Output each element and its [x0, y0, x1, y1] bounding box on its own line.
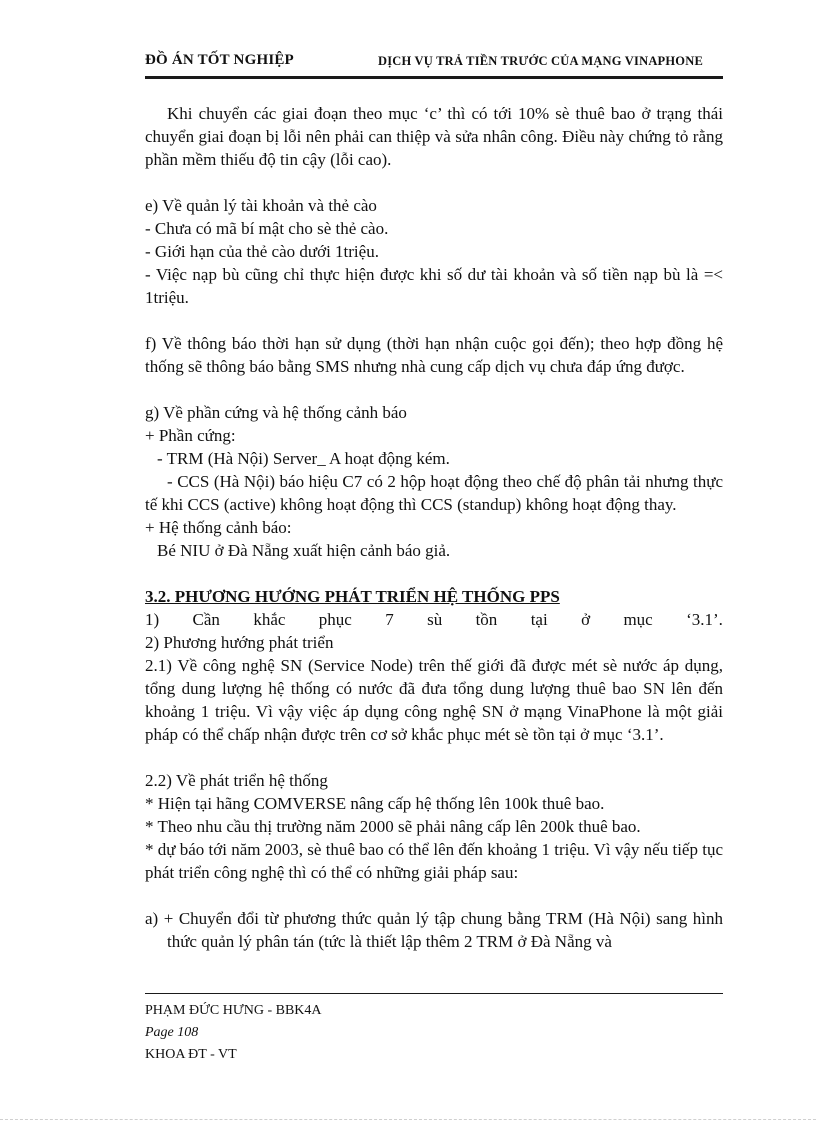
list-item: + Hệ thống cảnh báo: [145, 518, 292, 537]
list-item: - TRM (Hà Nội) Server_ A hoạt động kém. [157, 449, 450, 468]
paragraph: Khi chuyển các giai đoạn theo mục ‘c’ thì có tới 10% sè thuê bao ở trạng thái chuyển giai đoạn bị lỗi nên phải can thiệp và sửa nhân công. Điều này chứng tỏ rằng phần mềm thiếu độ tin cậy (lỗi cao). [145, 104, 723, 169]
page-header [145, 52, 723, 79]
word: 1) [145, 610, 160, 629]
paragraph: 2.1) Về công nghệ SN (Service Node) trên thế giới đã được mét sè nước áp dụng, tổng dung lượng hệ thống có nước đã đưa tổng dung lượng thuê bao SN lên đến khoảng 1 triệu. Vì vậy việc áp dụng công nghệ SN ở mạng VinaPhone là một giải pháp có thể chấp nhận được trên cơ sở khắc phục mét sè tồn tại ở mục ‘3.1’. [145, 656, 723, 744]
subsection-title: 2.2) Về phát triển hệ thống [145, 771, 328, 790]
section-g-title: g) Về phần cứng và hệ thống cảnh báo [145, 403, 407, 422]
word: sù [427, 610, 443, 629]
page-edge-divider [0, 1119, 816, 1120]
list-item: 2) Phương hướng phát triển [145, 633, 334, 652]
word: ở [581, 610, 591, 629]
list-item: - Việc nạp bù cũng chỉ thực hiện được khi số dư tài khoản và số tiền nạp bù là =< 1triệu. [145, 265, 723, 307]
word: 7 [385, 610, 394, 629]
spread-line [145, 608, 723, 631]
footer-page-number: Page 108 [145, 1025, 199, 1040]
list-item: + Phần cứng: [145, 426, 236, 445]
section-e-title: e) Về quản lý tài khoản và thẻ cào [145, 196, 377, 215]
paragraph: a) + Chuyển đổi từ phương thức quản lý tập chung bằng TRM (Hà Nội) sang hình thức quản lý phân tán (tức là thiết lập thêm 2 TRM ở Đà Nẵng và [145, 909, 723, 951]
header-thesis-title: ĐỒ ÁN TỐT NGHIỆP [145, 52, 294, 68]
footer-author: PHẠM ĐỨC HƯNG - BBK4A [145, 1003, 322, 1018]
header-topic-title: DỊCH VỤ TRẢ TIỀN TRƯỚC CỦA MẠNG VINAPHONE [377, 54, 703, 68]
footer-department: KHOA ĐT - VT [145, 1047, 237, 1062]
word: Cần [192, 610, 220, 629]
section-heading: 3.2. PHƯƠNG HƯỚNG PHÁT TRIỂN HỆ THỐNG PPS [145, 587, 560, 606]
section-f-paragraph: f) Về thông báo thời hạn sử dụng (thời hạn nhận cuộc gọi đến); theo hợp đồng hệ thống sẽ thông báo bằng SMS nhưng nhà cung cấp dịch vụ chưa đáp ứng được. [145, 334, 723, 376]
list-item: * Hiện tại hãng COMVERSE nâng cấp hệ thống lên 100k thuê bao. [145, 794, 605, 813]
list-item: * dự báo tới năm 2003, sè thuê bao có thể lên đến khoảng 1 triệu. Vì vậy nếu tiếp tục phát triển công nghệ thì có thể có những giải pháp sau: [145, 840, 723, 882]
word: tại [530, 610, 548, 629]
list-item: Bé NIU ở Đà Nẵng xuất hiện cảnh báo giả. [157, 541, 451, 560]
word: phục [318, 610, 352, 629]
word: mục [623, 610, 653, 629]
list-item: - CCS (Hà Nội) báo hiệu C7 có 2 hộp hoạt động theo chế độ phân tải nhưng thực tế khi CCS (active) không hoạt động thì CCS (standup) không hoạt động thay. [145, 472, 723, 514]
list-item: * Theo nhu cầu thị trường năm 2000 sẽ phải nâng cấp lên 200k thuê bao. [145, 817, 641, 836]
word: tồn [475, 610, 498, 629]
list-item: - Chưa có mã bí mật cho sè thẻ cào. [145, 219, 389, 238]
word: ‘3.1’. [686, 610, 723, 629]
word: khắc [253, 610, 286, 629]
page-footer [145, 993, 723, 1066]
list-item: - Giới hạn của thẻ cào dưới 1triệu. [145, 242, 379, 261]
page-body [145, 102, 723, 953]
